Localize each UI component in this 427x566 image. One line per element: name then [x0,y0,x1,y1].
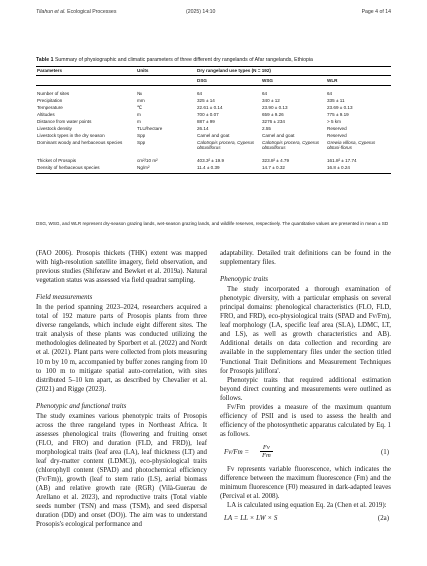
cell-unit: Spp [137,133,146,138]
cell-dsg: 887 ± 99 [197,119,215,124]
cell-wsg: Calotropis procera, Cyperus obtusiflorus [262,140,320,150]
header-citation: (2025) 14:10 [186,9,216,15]
equation-2a-body: LA = LL × LW × S [224,514,278,523]
paragraph: Fv represents variable fluorescence, which indicates the difference between the maximum fluorescence (Fm) and the minimum fluorescence (F0) measured in dark-adapted leaves (Percival et al. 2008). [220,465,391,501]
table-subheader-row [36,76,391,86]
cell-wsg: 2.55 [262,126,271,131]
table-row [36,140,391,158]
table-caption-text: Summary of physiographic and climatic parameters of three different dry rangelands of Afar rangelands, Ethiopia [54,57,313,63]
paragraph: The study incorporated a thorough examination of phenotypic diversity, with a particular emphasis on several principal domains: phenological characteristics (FLO, FLD, FRO, and FRD), eco-physiological traits (SPAD and Fv/Fm), leaf morphology (LA, specific leaf area (SLA), LDMC, LT, and LS), as well as growth characteristics and AB). Additional details on data collection and recording are available in the supplementary files under the section titled 'Functional Trait Definitions and Measurement Techniques for Prosopis juliflora'. [220,286,391,375]
table-row [36,158,391,165]
cell-parameter: Livestock types in the dry season [37,133,105,138]
table-header-row [36,67,391,76]
equation-2a [220,513,391,525]
cell-unit: cm²/10 m² [137,158,158,163]
cell-unit: TLU/hectare [137,126,163,131]
paragraph: Phenotypic traits that required additional estimation beyond direct counting and measurements were outlined as follows. [220,376,391,402]
equation-1-numerator: Fv [260,444,273,452]
cell-wlr: > 5 km [327,119,341,124]
paragraph: LA is calculated using equation Eq. 2a (Chen et al. 2019): [227,502,387,510]
cell-parameter: Altitudes [37,112,55,117]
cell-wlr: 335 ± 11 [327,98,345,103]
equation-1 [220,444,391,462]
cell-wsg: 340 ± 12 [262,98,280,103]
paragraph: (FAO 2006). Prosopis thickets (THK) extent was mapped with high-resolution satellite imagery, field observation, and previous studies (Shiferaw and Bewket et al. 2019a). Natural vegetation status was assessed via field quadrat sampling. [36,250,207,285]
table-row [36,126,391,133]
equation-1-number: (1) [380,448,389,456]
cell-wlr: Reserved [327,133,347,138]
header-journal: Ecological Processes [67,9,117,15]
cell-wsg: 14.7 ± 0.32 [261,165,326,174]
table-footnote: DSG, WSG, and WLR represent dry-season grazing lands, wet-season grazing lands, and wildlife reserves, respectively. The quantitative values are presented in mean ± SD [36,221,389,226]
section-heading-field-measurements: Field measurements [36,293,93,302]
col-header-group: Dry rangeland use types (N = 192) [196,67,391,76]
cell-wsg: 659 ± 9.26 [262,112,284,117]
cell-unit: m [137,119,141,124]
table-row [36,119,391,126]
paragraph: The study examines various phenotypic traits of Prosopis across the three rangeland types in Northeast Africa. It assesses phenological traits (flowering and fruiting onset (FLO, and FRO) and duration (FLD, and FRD)), leaf morphological traits (leaf area (LA), leaf thickness (LT) and leaf dry-matter content (LDMC)), eco-physiological traits (chlorophyll content (SPAD) and photochemical efficiency (Fv/Fm)), growth (leaf to stem ratio (LS), aerial biomass (AB) and relative growth rate (RGR) (Vilà-Guerau de Arellano et al. 2023), and reproductive traits (Total viable seeds number (TSN) and mass (TSM), and seed dispersal duration (DD) and onset (DO)). The aim was to understand Prosopis's ecological performance and [36,412,207,529]
running-header [36,9,391,19]
cell-parameter: Density of herbaceous species [36,165,136,174]
cell-dsg: 325 ± 14 [197,98,215,103]
cell-parameter: Thicket of Prosopis [37,158,77,163]
cell-dsg: 700 ± 0.07 [197,112,219,117]
header-page-number: Page 4 of 14 [361,9,391,15]
cell-dsg: 64 [197,91,203,96]
cell-parameter: Number of sites [37,91,70,96]
cell-wlr: 16.8 ± 0.24 [326,165,391,174]
equation-1-lhs: Fv/Fm = [224,447,250,456]
equation-1-fraction [260,444,273,459]
paragraph: Fv/Fm provides a measure of the maximum quantum efficiency of PSII and is used to assess the health and efficiency of the photosynthetic apparatus calculated by Eq. 1 as follows. [220,403,391,438]
cell-unit: m [137,112,141,117]
cell-wsg: 64 [262,91,268,96]
cell-unit: Spp [137,140,146,145]
cell-wlr: 64 [327,91,333,96]
cell-unit: ℃ [137,105,143,110]
cell-parameter: Dominant woody and herbaceous species [37,140,123,145]
cell-dsg: 22.61 ± 0.14 [197,105,223,110]
header-authors: Tilahun et al. [36,9,66,15]
cell-wlr: Grewia villosa, Cyperus obtusi-florus [327,140,376,150]
table-row [36,98,391,105]
cell-parameter: Livestock density [37,126,72,131]
col-header-wlr: WLR [326,76,391,86]
cell-wlr: 161.8² ± 17.74 [327,158,357,163]
cell-wlr: 775 ± 9.19 [327,112,349,117]
left-column [36,249,207,529]
cell-dsg: Camel and goat [197,133,230,138]
col-header-dsg: DSG [196,76,261,86]
cell-wsg: 323.8² ± 4.79 [262,158,290,163]
col-header-units: Units [136,67,196,76]
equation-2a-number: (2a) [377,515,389,523]
cell-unit: Ng/m² [136,165,196,174]
cell-dsg: 26.14 [197,126,209,131]
table-row [36,112,391,119]
cell-dsg: 403.3² ± 19.9 [197,158,225,163]
cell-dsg: 11.4 ± 0.39 [196,165,261,174]
col-header-parameters: Parameters [36,67,136,76]
cell-dsg: Calotropis procera, Cyperus obtusiflorus [197,140,255,150]
section-heading-phenotypic-functional: Phenotypic and functional traits [36,401,127,410]
cell-parameter: Precipitation [37,98,63,103]
parameters-table [36,66,391,174]
paragraph: In the period spanning 2023–2024, researchers acquired a total of 192 mature parts of Prosopis plants from three diverse rangelands, which include eight different sites. The trait analysis of these plants was conducted utilizing the methodologies delineated by Sporbert et al. (2022) and Nordt et al. (2021). Plant parts were collected from plots measuring 10 m by 10 m, accompanied by buffer zones ranging from 10 to 100 m to mitigate spatial auto-correlation, with sites distributed 5–10 km apart, as described by Chevalier et al. (2021) and Rigge (2023). [36,304,207,393]
cell-unit: № [137,91,142,96]
col-header-wsg: WSG [261,76,326,86]
section-heading-phenotypic-traits: Phenotypic traits [220,275,269,284]
cell-wlr: 23.69 ± 0.13 [327,105,353,110]
cell-wsg: 3276 ± 234 [262,119,285,124]
cell-parameter: Temperature [37,105,63,110]
equation-1-denominator: Fm [262,451,271,459]
paragraph: adaptability. Detailed trait definitions can be found in the supplementary files. [220,250,391,267]
cell-unit: mm [137,98,145,103]
cell-wsg: 23.90 ± 0.13 [262,105,288,110]
table-row [36,133,391,140]
cell-wlr: Reserved [327,126,347,131]
table-row [36,165,391,174]
table-row [36,105,391,112]
table-label: Table 1 [36,57,54,63]
cell-parameter: Distance from water points [37,119,92,124]
cell-wsg: Camel and goat [262,133,295,138]
table-row [36,91,391,98]
table-caption [36,57,396,63]
right-column [220,249,391,528]
